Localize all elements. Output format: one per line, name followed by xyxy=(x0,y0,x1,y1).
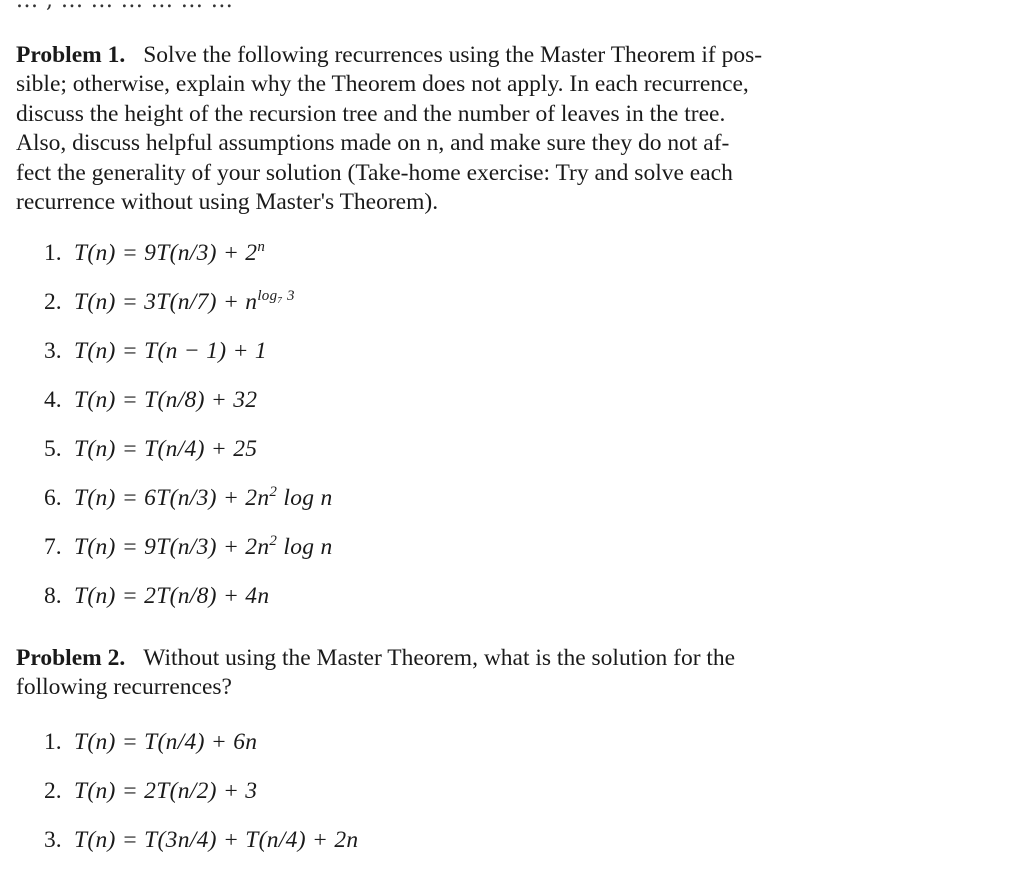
item-number: 1. xyxy=(44,729,62,755)
list-item xyxy=(44,776,257,806)
item-number: 5. xyxy=(44,436,62,462)
problem-2-paragraph xyxy=(16,644,858,703)
list-item xyxy=(44,287,295,317)
problem-1-line-6: recurrence without using Master's Theorem). xyxy=(16,189,439,216)
problem-2-line-2: following recurrences? xyxy=(16,674,232,701)
item-number: 1. xyxy=(44,240,62,266)
recurrence-formula: T(n) = 2T(n/2) + 3 xyxy=(74,778,258,804)
recurrence-formula: T(n) = T(n/4) + 25 xyxy=(74,436,258,462)
item-number: 8. xyxy=(44,583,62,609)
problem-1-paragraph xyxy=(16,41,858,217)
item-number: 3. xyxy=(44,338,62,364)
recurrence-formula: $T(n) = 3T(n/7) + n^{log_7 3}$ xyxy=(74,288,295,315)
recurrence-formula: T(n) = T(n/4) + 6n xyxy=(74,729,258,755)
problem-2 xyxy=(16,644,858,703)
problem-2-line-1: Without using the Master Theorem, what is the solution for the xyxy=(143,645,736,671)
problem-1-line-4: Also, discuss helpful assumptions made on n, and make sure they do not af- xyxy=(16,130,730,157)
list-item xyxy=(44,483,333,513)
problem-1-line-5: fect the generality of your solution (Take-home exercise: Try and solve each xyxy=(16,159,733,186)
problem-1-heading: Problem 1. xyxy=(16,42,126,68)
recurrence-formula: T(n) = T(n/8) + 32 xyxy=(74,387,258,413)
item-number: 2. xyxy=(44,289,62,315)
recurrence-formula: T(n) = T(n − 1) + 1 xyxy=(74,338,267,364)
list-item xyxy=(44,727,257,757)
item-number: 3. xyxy=(44,827,62,853)
list-item xyxy=(44,532,333,562)
problem-1-line-2: sible; otherwise, explain why the Theorem does not apply. In each recurrence, xyxy=(16,71,749,98)
recurrence-formula: $T(n) = 9T(n/3) + 2^n$ xyxy=(74,239,266,266)
recurrence-formula: T(n) = T(3n/4) + T(n/4) + 2n xyxy=(74,827,359,853)
list-item xyxy=(44,385,257,415)
problem-1-line-3: discuss the height of the recursion tree and the number of leaves in the tree. xyxy=(16,100,726,127)
recurrence-formula: T(n) = 2T(n/8) + 4n xyxy=(74,583,270,609)
list-item xyxy=(44,238,265,268)
problem-1-line-1: Solve the following recurrences using the Master Theorem if pos- xyxy=(143,42,763,68)
list-item xyxy=(44,825,358,855)
clipped-top-text: ... , ... ... ... ... ... ... xyxy=(16,0,234,13)
item-number: 7. xyxy=(44,534,62,560)
item-number: 6. xyxy=(44,485,62,511)
item-number: 2. xyxy=(44,778,62,804)
list-item xyxy=(44,434,257,464)
recurrence-formula: $T(n) = 6T(n/3) + 2n^2$ log n xyxy=(74,484,333,511)
problem-1 xyxy=(16,41,858,217)
problem-2-heading: Problem 2. xyxy=(16,645,126,671)
list-item xyxy=(44,336,267,366)
recurrence-formula: $T(n) = 9T(n/3) + 2n^2$ log n xyxy=(74,533,333,560)
item-number: 4. xyxy=(44,387,62,413)
list-item xyxy=(44,581,269,611)
